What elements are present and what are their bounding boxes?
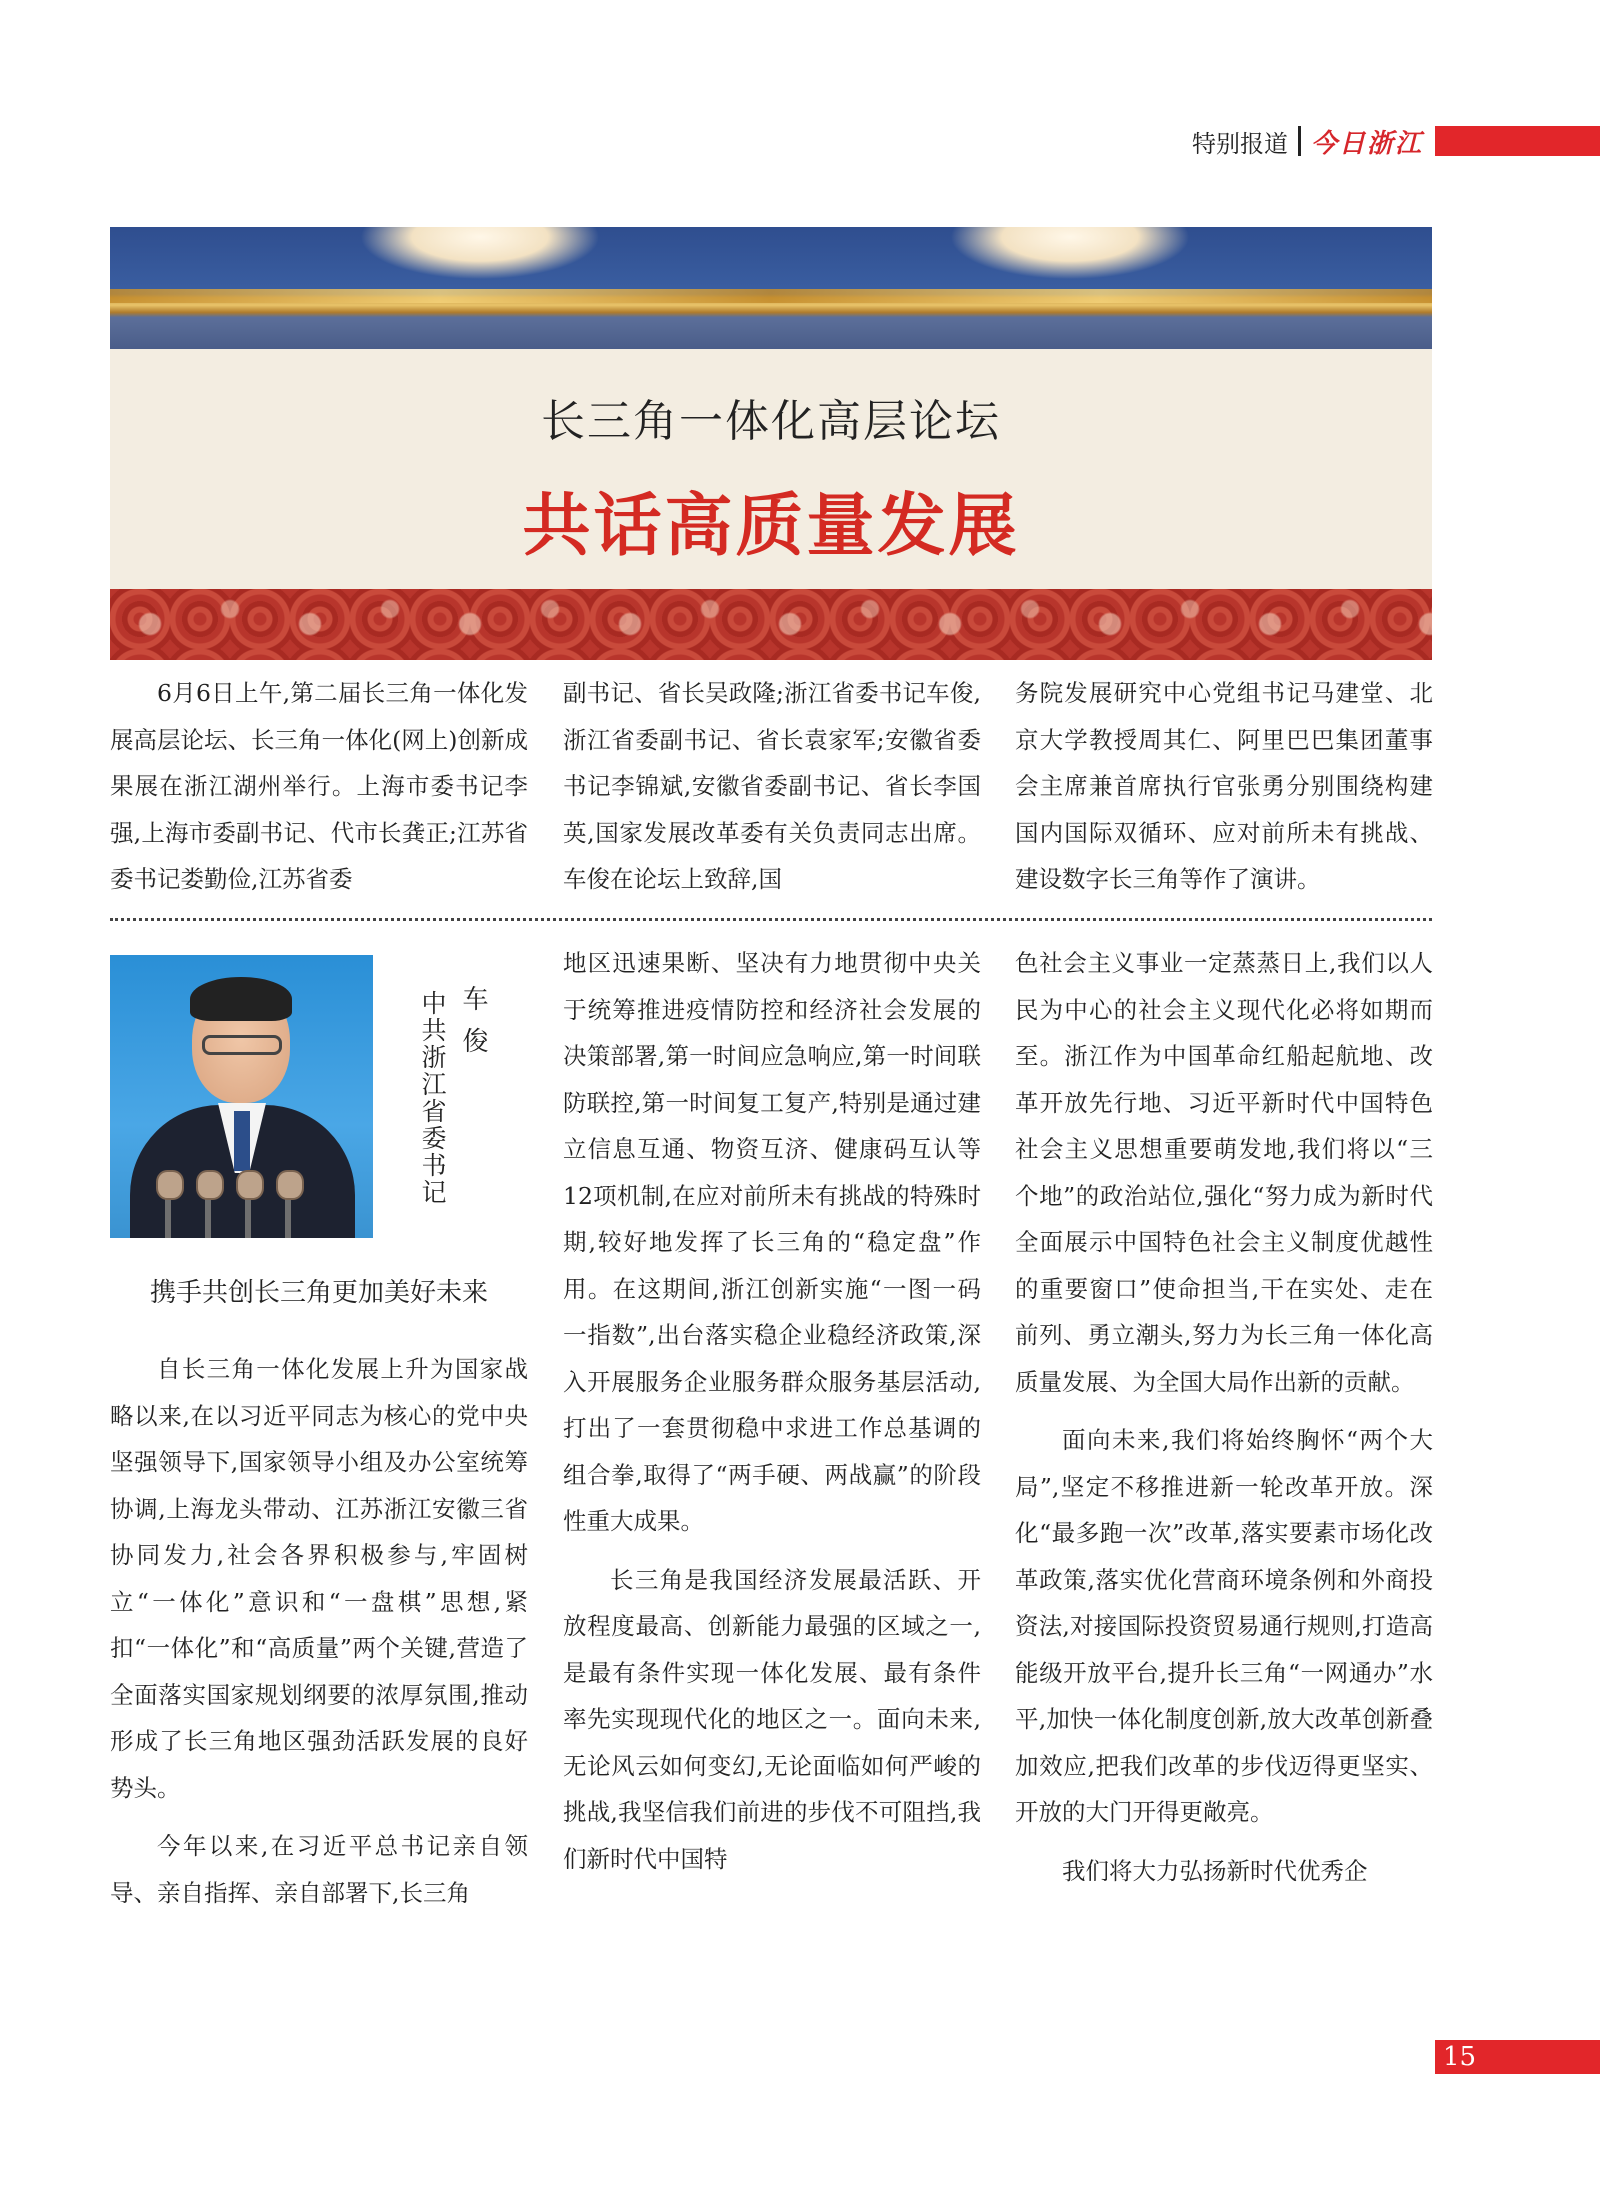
intro-paragraph: 6月6日上午,第二届长三角一体化发展高层论坛、长三角一体化(网上)创新成果展在浙江湖州举行。上海市委书记李强,上海市委副书记、代市长龚正;江苏省委书记娄勤俭,江苏省委 bbox=[110, 679, 528, 893]
ceiling-gold-trim bbox=[110, 289, 1432, 303]
page-header bbox=[1192, 124, 1600, 158]
article-column-2 bbox=[563, 940, 981, 1882]
header-divider bbox=[1298, 126, 1301, 156]
brand-logo: 今日浙江 bbox=[1310, 128, 1423, 159]
intro-paragraph: 务院发展研究中心党组书记马建堂、北京大学教授周其仁、阿里巴巴集团董事会主席兼首席执行官张勇分别围绕构建国内国际双循环、应对前所未有挑战、建设数字长三角等作了演讲。 bbox=[1015, 679, 1433, 893]
intro-column-3 bbox=[1015, 670, 1433, 903]
banner-image bbox=[110, 227, 1432, 660]
article-paragraph: 今年以来,在习近平总书记亲自领导、亲自指挥、亲自部署下,长三角 bbox=[110, 1832, 528, 1907]
article-paragraph: 长三角是我国经济发展最活跃、开放程度最高、创新能力最强的区域之一,是最有条件实现一体化发展、最有条件率先实现现代化的地区之一。面向未来,无论风云如何变幻,无论面临如何严峻的挑战,我坚信我们前进的步伐不可阻挡,我们新时代中国特 bbox=[563, 1565, 981, 1873]
carpet-photo bbox=[110, 589, 1432, 660]
section-label: 特别报道 bbox=[1191, 129, 1288, 158]
article-paragraph: 我们将大力弘扬新时代优秀企 bbox=[1062, 1856, 1368, 1885]
speaker-portrait bbox=[110, 955, 373, 1238]
dotted-divider bbox=[110, 918, 1432, 921]
portrait-glasses bbox=[202, 1035, 282, 1055]
intro-paragraph: 副书记、省长吴政隆;浙江省委书记车俊,浙江省委副书记、省长袁家军;安徽省委书记李锦斌,安徽省委副书记、省长李国英,国家发展改革委有关负责同志出席。车俊在论坛上致辞,国 bbox=[563, 679, 981, 893]
portrait-tie bbox=[234, 1111, 250, 1171]
article-paragraph: 面向未来,我们将始终胸怀“两个大局”,坚定不移推进新一轮改革开放。深化“最多跑一次”改革,落实要素市场化改革政策,落实优化营商环境条例和外商投资法,对接国际投资贸易通行规则,打造高能级开放平台,提升长三角“一网通办”水平,加快一体化制度创新,放大改革创新叠加效应,把我们改革的步伐迈得更坚实、开放的大门开得更敞亮。 bbox=[1015, 1426, 1433, 1826]
page-number-bar bbox=[1435, 2040, 1600, 2074]
article-column-3 bbox=[1015, 940, 1433, 1894]
speaker-title: 中共浙江省委书记 bbox=[418, 990, 447, 1206]
article-column-1 bbox=[110, 1346, 528, 1916]
portrait-hair bbox=[190, 977, 292, 1021]
article-paragraph: 自长三角一体化发展上升为国家战略以来,在以习近平同志为核心的党中央坚强领导下,国家领导小组及办公室统筹协调,上海龙头带动、江苏浙江安徽三省协同发力,社会各界积极参与,牢固树立“一体化”意识和“一盘棋”思想,紧扣“一体化”和“高质量”两个关键,营造了全面落实国家规划纲要的浓厚氛围,推动形成了长三角地区强劲活跃发展的良好势头。 bbox=[110, 1355, 528, 1802]
forum-title: 共话高质量发展 bbox=[522, 486, 1020, 566]
microphone-icon bbox=[156, 1170, 184, 1200]
intro-column-2 bbox=[563, 670, 981, 903]
header-red-bar bbox=[1435, 126, 1600, 156]
microphone-icon bbox=[196, 1170, 224, 1200]
intro-column-1 bbox=[110, 670, 528, 903]
page-number: 15 bbox=[1443, 2042, 1477, 2072]
microphone-icon bbox=[236, 1170, 264, 1200]
ceiling-chandelier-photo bbox=[110, 227, 1432, 349]
article-paragraph: 地区迅速果断、坚决有力地贯彻中央关于统筹推进疫情防控和经济社会发展的决策部署,第一时间应急响应,第一时间联防联控,第一时间复工复产,特别是通过建立信息互通、物资互济、健康码互认等12项机制,在应对前所未有挑战的特殊时期,较好地发挥了长三角的“稳定盘”作用。在这期间,浙江创新实施“一图一码一指数”,出台落实稳企业稳经济政策,深入开展服务企业服务群众服务基层活动,打出了一套贯彻稳中求进工作总基调的组合拳,取得了“两手硬、两战赢”的阶段性重大成果。 bbox=[563, 949, 981, 1535]
forum-subtitle: 长三角一体化高层论坛 bbox=[541, 396, 1001, 447]
microphone-icon bbox=[276, 1170, 304, 1200]
article-paragraph: 色社会主义事业一定蒸蒸日上,我们以人民为中心的社会主义现代化必将如期而至。浙江作为中国革命红船起航地、改革开放先行地、习近平新时代中国特色社会主义思想重要萌发地,我们将以“三个地”的政治站位,强化“努力成为新时代全面展示中国特色社会主义制度优越性的重要窗口”使命担当,干在实处、走在前列、勇立潮头,努力为长三角一体化高质量发展、为全国大局作出新的贡献。 bbox=[1015, 949, 1433, 1396]
speaker-name: 车 俊 bbox=[458, 985, 488, 1058]
speech-heading: 携手共创长三角更加美好未来 bbox=[149, 1278, 488, 1308]
